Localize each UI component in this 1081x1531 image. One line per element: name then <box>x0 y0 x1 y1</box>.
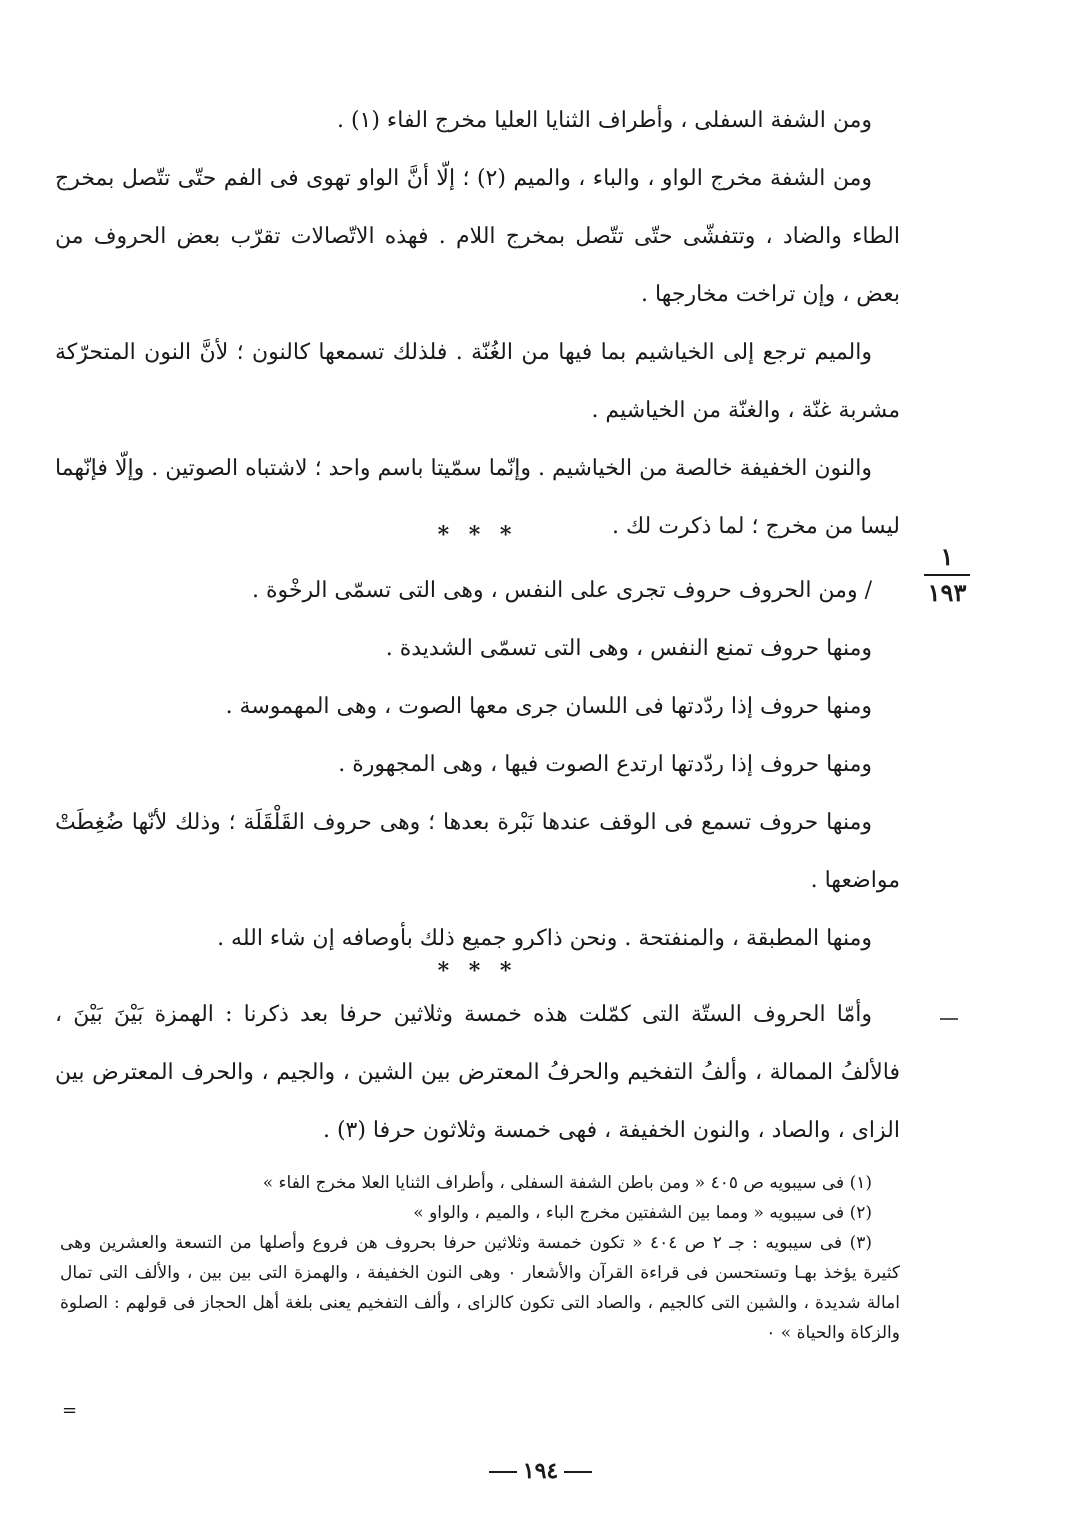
folio-dash <box>564 1471 592 1473</box>
main-text-bottom <box>55 986 900 1160</box>
page-number-footer <box>0 1458 1081 1484</box>
paragraph: ومن الشفة السفلى ، وأطراف الثنايا العليا مخرج الفاء (١) . <box>336 108 872 133</box>
paragraph: ومنها حروف إذا ردّدتها ارتدع الصوت فيها ، وهى المجهورة . <box>338 752 872 777</box>
margin-ref-rule <box>924 574 970 576</box>
paragraph: ومن الشفة مخرج الواو ، والباء ، والميم (٢) ؛ إلّا أنَّ الواو تهوى فى الفم حتّى تتّصل بمخرج الطاء والضاد ، وتتفشّى حتّى تتّصل بمخرج اللام . فهذه الاتّصالات تقرّب بعض الحروف من بعض ، وإن تراخت مخارجها . <box>55 166 900 307</box>
section-divider: * * * <box>437 522 518 548</box>
margin-page-reference <box>922 542 972 608</box>
footnote: (٣) فى سيبويه : جـ ٢ ص ٤٠٤ « تكون خمسة وثلاثين حرفا بحروف هن فروع وأصلها من التسعة والعشرين وهى كثيرة يؤخذ بهـا وتستحسن فى قراءة القرآن والأشعار ٠ وهى النون الخفيفة ، والهمزة التى بين بين ، والألف التى تمال امالة شديدة ، والشين التى كالجيم ، والصاد التى تكون كالزاى ، وألف التفخيم يعنى بلغة أهل الحجاز فى قولهم : الصلوة والزكاة والحياة » ٠ <box>60 1233 901 1343</box>
footnote: (١) فى سيبويه ص ٤٠٥ « ومن باطن الشفة السفلى ، وأطراف الثنايا العلا مخرج الفاء » <box>262 1173 872 1193</box>
paragraph: ومنها حروف إذا ردّدتها فى اللسان جرى معها الصوت ، وهى المهموسة . <box>225 694 872 719</box>
paragraph: والميم ترجع إلى الخياشيم بما فيها من الغُنّة . فلذلك تسمعها كالنون ؛ لأنَّ النون المتحرّكة مشربة غنّة ، والغنّة من الخياشيم . <box>55 340 900 423</box>
margin-mark <box>940 1018 958 1020</box>
footnote: (٢) فى سيبويه « ومما بين الشفتين مخرج الباء ، والميم ، والواو » <box>413 1203 872 1223</box>
paragraph: / ومن الحروف حروف تجرى على النفس ، وهى التى تسمّى الرخْوة . <box>252 578 872 603</box>
paragraph: ومنها حروف تمنع النفس ، وهى التى تسمّى الشديدة . <box>385 636 872 661</box>
main-text-top <box>55 92 900 556</box>
section-divider: * * * <box>437 958 518 984</box>
margin-ref-bottom: ١٩٣ <box>927 578 967 607</box>
paragraph: والنون الخفيفة خالصة من الخياشيم . وإنّما سمّيتا باسم واحد ؛ لاشتباه الصوتين . وإلّا فإنّهما ليسا من مخرج ؛ لما ذكرت لك . <box>55 456 900 539</box>
paragraph: وأمّا الحروف الستّة التى كمّلت هذه خمسة وثلاثين حرفا بعد ذكرنا : الهمزة بَيْنَ بَيْنَ ، فالألفُ الممالة ، وألفُ التفخيم والحرفُ المعترض بين الشين ، والجيم ، والحرف المعترض بين الزاى ، والصاد ، والنون الخفيفة ، فهى خمسة وثلاثون حرفا (٣) . <box>55 1002 900 1143</box>
paragraph: ومنها المطبقة ، والمنفتحة . ونحن ذاكرو جميع ذلك بأوصافه إن شاء الله . <box>217 926 872 951</box>
continuation-mark: = <box>62 1400 78 1421</box>
main-text-middle <box>55 562 900 968</box>
paragraph: ومنها حروف تسمع فى الوقف عندها نَبْرة بعدها ؛ وهى حروف القَلْقَلَة ؛ وذلك لأنّها ضُغِطَتْ مواضعها . <box>55 810 900 893</box>
page-number: ١٩٤ <box>522 1458 559 1484</box>
folio-dash <box>489 1471 517 1473</box>
margin-ref-top: ١ <box>940 542 954 571</box>
footnotes <box>60 1168 900 1348</box>
